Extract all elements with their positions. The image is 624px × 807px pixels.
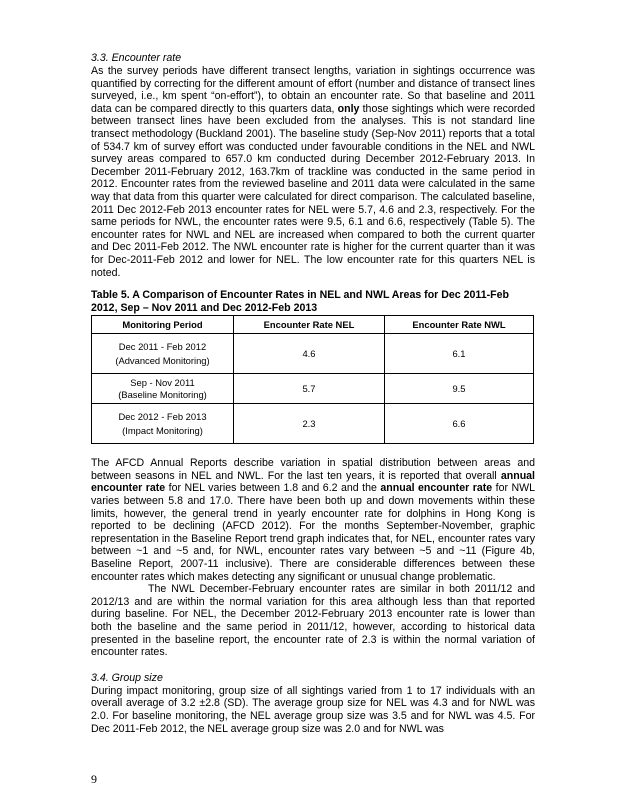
bold-text: annual encounter rate [380,482,493,495]
table-header-row [92,316,534,334]
encounter-rate-table [91,315,534,444]
page-number: 9 [91,772,97,786]
nel-rate-cell: 4.6 [234,334,385,374]
nwl-paragraph: The NWL December-February encounter rates are similar in both 2011/12 and 2012/13 and are within the normal variation for this area although less than that reported during baseline. For NEL, the December 2012-February 2013 encounter rate is lower than both the baseline and the same period in 2011/12, however, according to historical data presented in the baseline report, the encounter rate of 2.3 is within the normal variation of encounter rates. [91,583,535,659]
nel-rate-cell: 2.3 [234,404,385,444]
period-cell [92,334,234,374]
header-encounter-rate-nel: Encounter Rate NEL [234,316,385,334]
table-row [92,374,534,404]
bold-text: annual encounter rate [91,469,535,495]
table-caption: Table 5. A Comparison of Encounter Rates in NEL and NWL Areas for Dec 2011-Feb 2012, Sep – Nov 2011 and Dec 2012-Feb 2013 [91,289,509,314]
section-heading-encounter-rate: 3.3. Encounter rate [91,52,182,64]
nwl-rate-cell: 6.6 [385,404,534,444]
text-run: those sightings which were recorded between transect lines have been excluded from the analyses. This is not standard line transect methodology (Buckland 2001). The baseline study (Sep-Nov 2011) reports that a total of 534.7 km of survey effort was conducted under favourable conditions in the NEL and NWL survey areas compared to 657.0 km conducted during December 2012-February 2013. In December 2011-February 2012, 163.7km of trackline was conducted in the same period in 2012. Encounter rates from the reviewed baseline and 2011 data were calculated in the same way that data from this quarter were calculated for direct comparison. The calculated baseline, 2011 Dec 2012-Feb 2013 encounter rates for NEL were 5.7, 4.6 and 2.3, respectively. For the same periods for NWL, the encounter rates were 9.5, 6.1 and 6.6, respectively (Table 5). The encounter rates for NWL and NEL are increased when compared to both the current quarter and Dec 2011-Feb 2012. The NWL encounter rate is higher for the current quarter than it was for Dec-2011-Feb 2012 and lower for NEL. The low encounter rate for this quarters NEL is noted. [91,102,535,279]
document-page [91,52,535,735]
afcd-paragraph [91,457,535,583]
group-size-paragraph: During impact monitoring, group size of all sightings varied from 1 to 17 individuals with an overall average of 3.2 ±2.8 (SD). The average group size for NEL was 4.3 and for NWL was 2.0. For baseline monitoring, the NEL average group size was 3.5 and for NWL was 4.5. For Dec 2011-Feb 2012, the NEL average group size was 2.0 and for NWL was [91,684,535,735]
header-monitoring-period: Monitoring Period [92,316,234,334]
period-type: (Advanced Monitoring) [115,354,210,366]
period-name: Dec 2011 - Feb 2012 [118,340,207,352]
nel-rate-cell: 5.7 [234,374,385,404]
bold-text: only [337,102,360,115]
text-run: for NEL varies between 1.8 and 6.2 and the [165,482,381,495]
period-cell [92,374,234,404]
encounter-rate-paragraph [91,65,535,279]
nwl-rate-cell: 6.1 [385,334,534,374]
text-run: for NWL varies between 5.8 and 17.0. There have been both up and down movements within these limits, however, the general trend in yearly encounter rate for dolphins in Hong Kong is reported to be declining (AFCD 2012). For the months September-November, graphic representation in the Baseline Report trend graph indicates that, for NEL, encounter rates vary between ~1 and ~5 and, for NWL, encounter rates vary between ~5 and ~11 (Figure 4b, Baseline Report, 2007-11 inclusive). There are considerable differences between these encounter rates which makes detecting any significant or unusual change problematic. [91,482,536,583]
period-type: (Impact Monitoring) [122,424,203,436]
text-run: The AFCD Annual Reports describe variation in spatial distribution between areas and between seasons in NEL and NWL. For the last ten years, it is reported that overall [91,457,535,482]
period-cell [92,404,234,444]
nwl-rate-cell: 9.5 [385,374,534,404]
section-heading-group-size: 3.4. Group size [91,671,163,684]
text-run: As the survey periods have different transect lengths, variation in sightings occurrence was quantified by correcting for the different amount of effort (number and distance of transect lines surveyed, i.e., km spent “on-effort”), to obtain an encounter rate. So that baseline and 2011 data can be compared directly to this quarters data, [91,65,535,115]
period-name: Dec 2012 - Feb 2013 [118,410,207,422]
table-row [92,404,534,444]
period-name: Sep - Nov 2011 [130,376,195,388]
period-type: (Baseline Monitoring) [118,388,207,400]
table-row [92,334,534,374]
header-encounter-rate-nwl: Encounter Rate NWL [385,316,534,334]
